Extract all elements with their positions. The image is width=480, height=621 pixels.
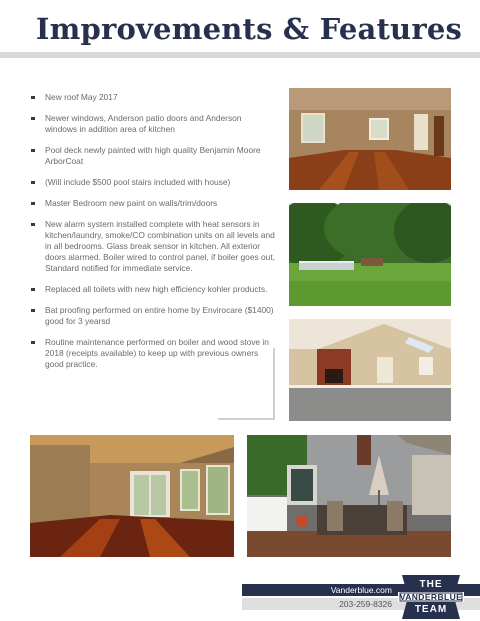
- feature-item: Master Bedroom new paint on walls/trim/doors: [30, 198, 275, 209]
- feature-item: Bat proofing performed on entire home by Envirocare ($1400) good for 3 yearsd: [30, 305, 275, 327]
- family-room-photo: [289, 319, 451, 421]
- feature-item: New alarm system installed complete with heat sensors in kitchen/laundry, smoke/CO combination units on all levels and in all bedrooms. Glass break sensor in kitchen. All exterior doors alarmed. Boiler wired to control panel, if boiler goes out, Standard notified for immediate service.: [30, 219, 275, 274]
- website-link[interactable]: Vanderblue.com: [330, 585, 392, 595]
- feature-item: Routine maintenance performed on boiler and wood stove in 2018 (receipts available) to keep up with previous owners good practice.: [30, 337, 275, 370]
- interior-room-photo: [289, 88, 451, 190]
- feature-item: New roof May 2017: [30, 92, 275, 103]
- feature-item: Pool deck newly painted with high quality Benjamin Moore ArborCoat: [30, 145, 275, 167]
- logo-text-the: THE: [419, 579, 443, 590]
- phone-number[interactable]: 203-259-8326: [339, 599, 392, 609]
- features-list: [30, 92, 275, 380]
- sunroom-photo: [30, 435, 234, 557]
- feature-item: Replaced all toilets with new high efficiency kohler products.: [30, 284, 275, 295]
- feature-item: Newer windows, Anderson patio doors and Anderson windows in addition area of kitchen: [30, 113, 275, 135]
- decorative-bracket: [218, 418, 275, 420]
- title-divider: [0, 52, 480, 58]
- logo-text-vanderblue: VANDERBLUE: [399, 592, 463, 602]
- feature-item: (Will include $500 pool stairs included with house): [30, 177, 275, 188]
- logo-text-team: TEAM: [414, 604, 448, 615]
- page-title: Improvements & Features: [35, 12, 462, 46]
- decorative-bracket: [273, 348, 275, 418]
- deck-patio-photo: [247, 435, 451, 557]
- backyard-pool-photo: [289, 203, 451, 306]
